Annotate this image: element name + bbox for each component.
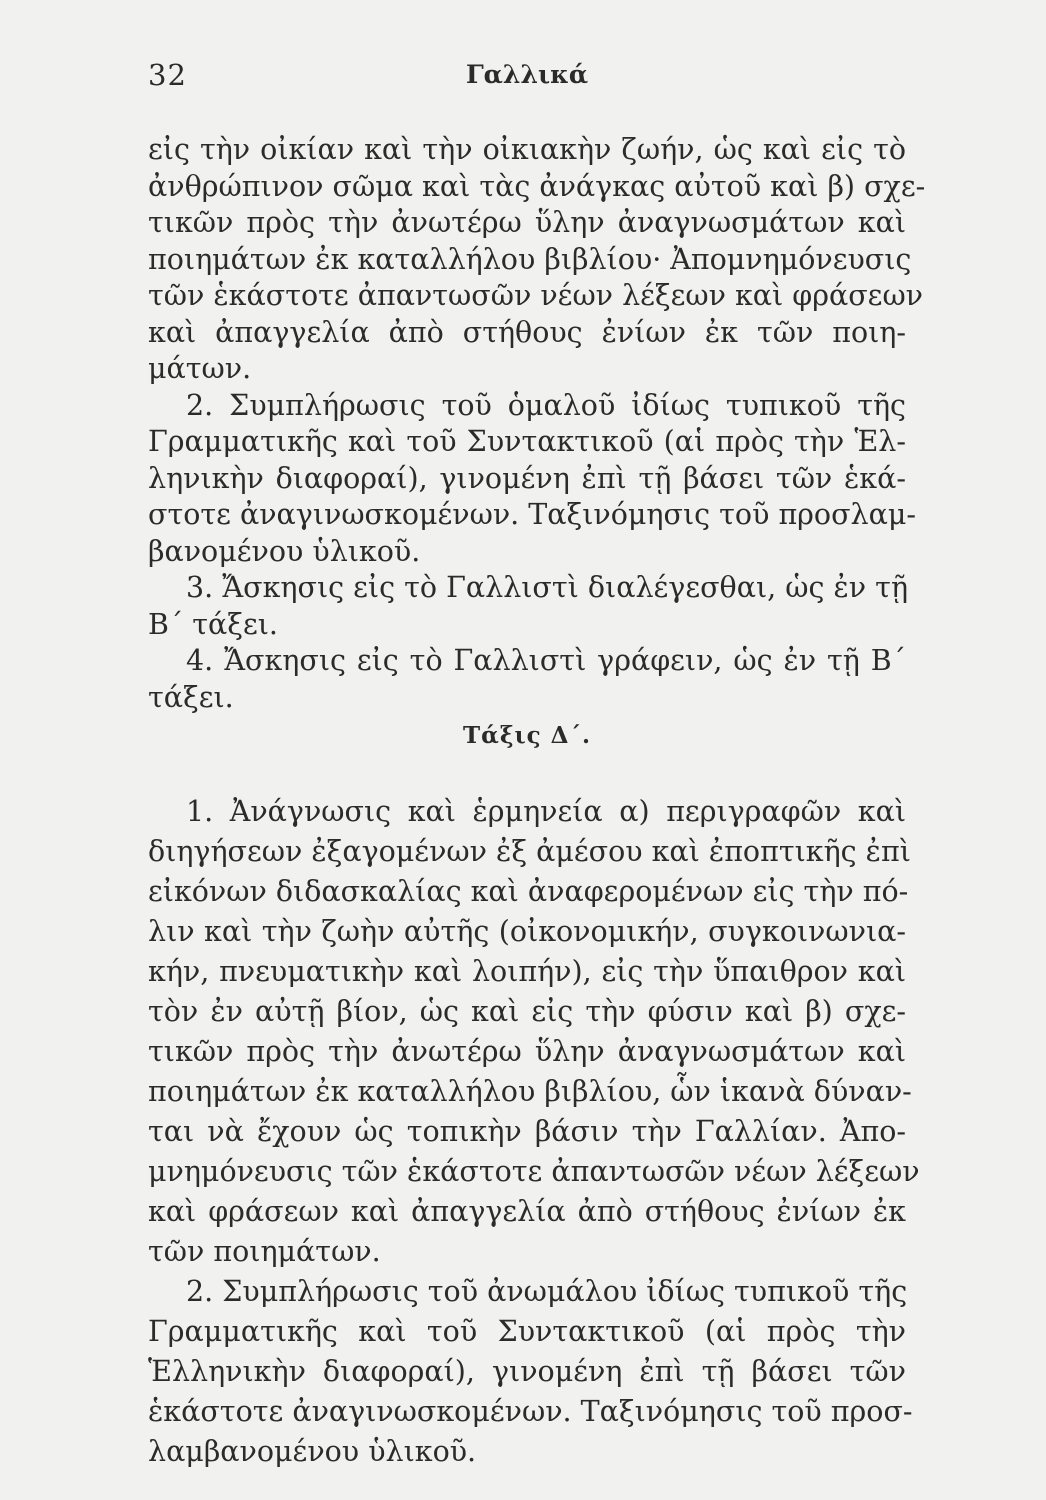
text-line: καὶ φράσεων καὶ ἀπαγγελία ἀπὸ στήθους ἐνίων ἐκ	[148, 1195, 906, 1228]
text-line: ἀνθρώπινον σῶμα καὶ τὰς ἀνάγκας αὐτοῦ καὶ β) σχε-	[148, 169, 926, 203]
page-number: 32	[148, 58, 187, 92]
text-line: ποιημάτων ἐκ καταλλήλου βιβλίου, ὧν ἱκανὰ δύναν-	[148, 1075, 912, 1108]
text-line: Γραμματικῆς καὶ τοῦ Συντακτικοῦ (αἱ πρὸς τὴν	[148, 1315, 906, 1348]
running-title: Γαλλικά	[465, 60, 589, 89]
text-line: καὶ ἀπαγγελία ἀπὸ στήθους ἐνίων ἐκ τῶν ποιη-	[148, 315, 906, 349]
text-line: λαμβανομένου ὑλικοῦ.	[148, 1435, 477, 1468]
text-line: τὸν ἐν αὐτῇ βίον, ὡς καὶ εἰς τὴν φύσιν καὶ β) σχε-	[148, 995, 906, 1028]
text-line: τικῶν πρὸς τὴν ἀνωτέρω ὕλην ἀναγνωσμάτων καὶ	[148, 206, 906, 239]
text-line: ληνικὴν διαφοραί), γινομένη ἐπὶ τῇ βάσει τῶν ἑκά-	[148, 461, 906, 495]
text-line: 1. Ἀνάγνωσις καὶ ἑρμηνεία α) περιγραφῶν καὶ	[186, 795, 906, 828]
text-line: στοτε ἀναγινωσκομένων. Ταξινόμησις τοῦ προσλαμ-	[148, 498, 917, 531]
text-line: εἰς τὴν οἰκίαν καὶ τὴν οἰκιακὴν ζωήν, ὡς καὶ εἰς τὸ	[148, 133, 906, 166]
text-line: Ἑλληνικὴν διαφοραί), γινομένη ἐπὶ τῇ βάσει τῶν	[148, 1355, 906, 1388]
text-line: μάτων.	[148, 352, 252, 385]
text-line: εἰκόνων διδασκαλίας καὶ ἀναφερομένων εἰς τὴν πό-	[148, 875, 909, 908]
text-line: ποιημάτων ἐκ καταλλήλου βιβλίου· Ἀπομνημόνευσις	[148, 242, 912, 276]
text-line: 4. Ἄσκησις εἰς τὸ Γαλλιστὶ γράφειν, ὡς ἐν τῇ Β΄	[186, 644, 906, 677]
text-line: λιν καὶ τὴν ζωὴν αὐτῆς (οἰκονομικήν, συγκοινωνια-	[148, 915, 906, 948]
text-line: βανομένου ὑλικοῦ.	[148, 534, 421, 568]
section-heading: Τάξις Δ΄.	[463, 722, 591, 749]
text-line: 3. Ἄσκησις εἰς τὸ Γαλλιστὶ διαλέγεσθαι, ὡς ἐν τῇ	[186, 571, 909, 604]
text-line: Γραμματικῆς καὶ τοῦ Συντακτικοῦ (αἱ πρὸς τὴν Ἑλ-	[148, 425, 906, 458]
text-line: 2. Συμπλήρωσις τοῦ ὁμαλοῦ ἰδίως τυπικοῦ τῆς	[186, 388, 906, 422]
text-line: τῶν ποιημάτων.	[148, 1235, 381, 1268]
text-line: τάξει.	[148, 680, 234, 714]
text-line: τῶν ἑκάστοτε ἀπαντωσῶν νέων λέξεων καὶ φράσεων	[148, 279, 924, 312]
text-line: μνημόνευσις τῶν ἑκάστοτε ἀπαντωσῶν νέων λέξεων	[148, 1155, 920, 1188]
text-line: ἑκάστοτε ἀναγινωσκομένων. Ταξινόμησις τοῦ προσ-	[148, 1395, 913, 1428]
text-line: ται νὰ ἔχουν ὡς τοπικὴν βάσιν τὴν Γαλλίαν. Ἀπο-	[148, 1115, 906, 1148]
text-line: τικῶν πρὸς τὴν ἀνωτέρω ὕλην ἀναγνωσμάτων καὶ	[148, 1035, 906, 1068]
page-header	[148, 58, 906, 98]
text-line: Β΄ τάξει.	[148, 607, 278, 641]
text-line: κήν, πνευματικὴν καὶ λοιπήν), εἰς τὴν ὕπαιθρον καὶ	[148, 955, 906, 988]
text-line: 2. Συμπλήρωσις τοῦ ἀνωμάλου ἰδίως τυπικοῦ τῆς	[186, 1275, 908, 1308]
text-line: διηγήσεων ἐξαγομένων ἐξ ἀμέσου καὶ ἐποπτικῆς ἐπὶ	[148, 835, 911, 868]
